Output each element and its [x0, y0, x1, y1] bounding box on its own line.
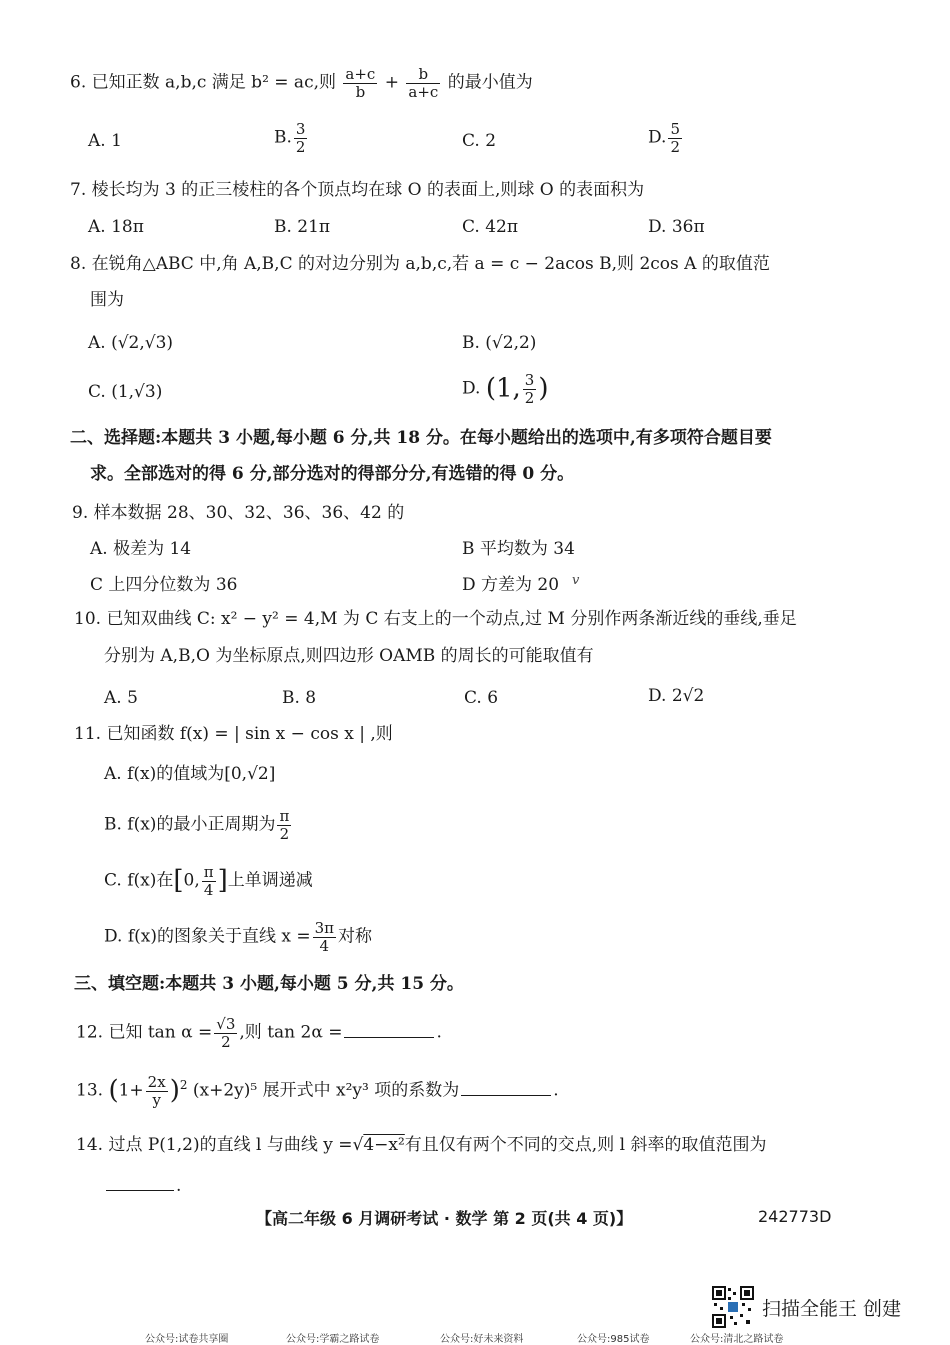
qr-code-icon [712, 1286, 754, 1328]
section2-heading-line2: 求。全部选对的得 6 分,部分选对的得部分分,有选错的得 0 分。 [90, 464, 575, 484]
q12-answer-blank [344, 1036, 434, 1038]
q8-option-a: A. (√2,√3) [88, 333, 174, 353]
q9-option-d: D 方差为 20 [462, 575, 560, 595]
publink-5[interactable]: 公众号:清北之路试卷 [690, 1334, 784, 1345]
q11-option-a: A. f(x)的值域为[0,√2] [104, 764, 276, 784]
publink-3[interactable]: 公众号:好未来资料 [440, 1334, 524, 1345]
q9-handwriting-mark: ⅴ [572, 573, 580, 588]
q8-option-d: D. (1, $\frac{3}{2}$ ) [462, 371, 549, 407]
q7-option-b: B. 21π [274, 217, 331, 237]
q11-stem: 11. 已知函数 f(x) = | sin x − cos x | ,则 [74, 724, 393, 744]
q10-stem-line1: 10. 已知双曲线 C: x² − y² = 4,M 为 C 右支上的一个动点,过 M 分别作两条渐近线的垂线,垂足 [74, 609, 797, 629]
page-footer: 【高二年级 6 月调研考试 · 数学 第 2 页(共 4 页)】 [256, 1209, 633, 1228]
q6-plus: + [384, 72, 399, 93]
q13-line: 13. (1+ $\frac{2x}{y}$ )$^2$ (x+2y)⁵ 展开式中 x²y³ 项的系数为 . [76, 1073, 559, 1109]
q10-option-d: D. 2√2 [648, 686, 705, 706]
publink-4[interactable]: 公众号:985试卷 [577, 1334, 650, 1345]
q11-option-d: D. f(x)的图象关于直线 x = $\frac{3\pi}{4}$ 对称 [104, 919, 373, 955]
q8-option-b: B. (√2,2) [462, 333, 537, 353]
q9-option-c: C 上四分位数为 36 [90, 575, 238, 595]
section3-heading: 三、填空题:本题共 3 小题,每小题 5 分,共 15 分。 [74, 974, 464, 994]
q6-option-d: D. $\frac{5}{2}$ [648, 120, 680, 156]
q6-stem-b: 的最小值为 [447, 72, 533, 93]
q6-fraction-2: $\frac{b}{a+c}$ [408, 65, 439, 101]
publink-1[interactable]: 公众号:试卷共享圈 [145, 1334, 229, 1345]
q11-option-c: C. f(x)在[0, $\frac{\pi}{4}$ ]上单调递减 [104, 863, 313, 899]
q8-stem-line2: 围为 [90, 290, 124, 310]
q8-stem-line1: 8. 在锐角△ABC 中,角 A,B,C 的对边分别为 a,b,c,若 a = c − 2acos B,则 2cos A 的取值范 [70, 254, 770, 274]
paper-code: 242773D [758, 1207, 832, 1226]
q7-stem: 7. 棱长均为 3 的正三棱柱的各个顶点均在球 O 的表面上,则球 O 的表面积为 [70, 180, 645, 200]
q10-option-c: C. 6 [464, 688, 499, 708]
q7-option-a: A. 18π [88, 217, 144, 237]
q7-option-c: C. 42π [462, 217, 519, 237]
q6-option-c: C. 2 [462, 131, 497, 151]
q9-option-a: A. 极差为 14 [90, 539, 192, 559]
q10-option-b: B. 8 [282, 688, 317, 708]
publink-2[interactable]: 公众号:学霸之路试卷 [286, 1334, 380, 1345]
q14-answer-line: . [104, 1176, 181, 1196]
q6-fraction-1: $\frac{a+c}{b}$ [345, 65, 376, 101]
q6-option-b: B. $\frac{3}{2}$ [274, 120, 306, 156]
q11-option-b: B. f(x)的最小正周期为 $\frac{\pi}{2}$ [104, 807, 290, 843]
q6-stem [70, 66, 533, 100]
q6-stem-a: 6. 已知正数 a,b,c 满足 b² = ac,则 [70, 72, 336, 93]
q8-option-c: C. (1,√3) [88, 382, 163, 402]
q10-stem-line2: 分别为 A,B,O 为坐标原点,则四边形 OAMB 的周长的可能取值有 [104, 646, 594, 666]
q6-option-a: A. 1 [88, 131, 122, 151]
q14-answer-blank [106, 1189, 174, 1191]
q10-option-a: A. 5 [104, 688, 138, 708]
section2-heading-line1: 二、选择题:本题共 3 小题,每小题 6 分,共 18 分。在每小题给出的选项中,有多项符合题目要 [70, 428, 772, 448]
q13-answer-blank [461, 1094, 551, 1096]
q9-option-b: B 平均数为 34 [462, 539, 575, 559]
q9-stem: 9. 样本数据 28、30、32、36、36、42 的 [72, 503, 405, 523]
scanner-label: 扫描全能王 创建 [762, 1298, 902, 1320]
q14-line: 14. 过点 P(1,2)的直线 l 与曲线 y =√4−x²有且仅有两个不同的交点,则 l 斜率的取值范围为 [76, 1135, 767, 1155]
q12-line: 12. 已知 tan α = $\frac{√3}{2}$ ,则 tan 2α = . [76, 1015, 442, 1051]
q7-option-d: D. 36π [648, 217, 705, 237]
